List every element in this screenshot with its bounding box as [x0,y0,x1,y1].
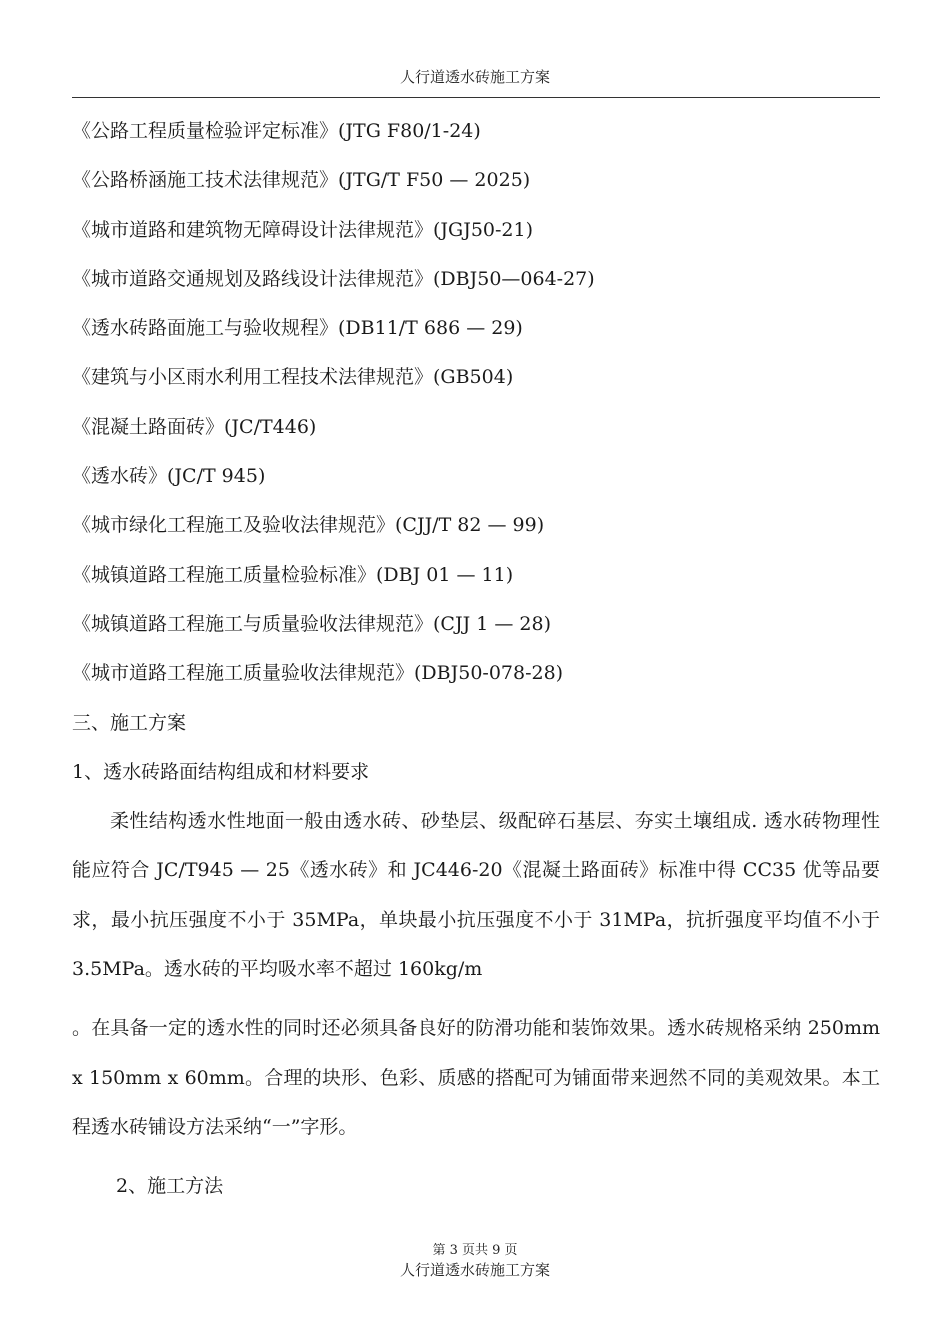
standard-item: 《建筑与小区雨水利用工程技术法律规范》(GB504) [72,366,514,389]
paragraph-gap [72,994,880,1004]
standard-item: 《城镇道路工程施工质量检验标准》(DBJ 01 — 11) [72,563,514,586]
standard-item: 《城市道路工程施工质量验收法律规范》(DBJ50-078-28) [72,662,564,685]
standard-item: 《公路工程质量检验评定标准》(JTG F80/1-24) [72,120,481,142]
section-heading: 三、施工方案 [72,711,187,734]
standard-item: 《透水砖路面施工与验收规程》(DB11/T 686 — 29) [72,317,523,340]
standard-item: 《透水砖》(JC/T 945) [72,465,266,488]
standard-item: 《公路桥涵施工技术法律规范》(JTG/T F50 — 2025) [72,169,531,192]
page-content [72,107,880,1212]
footer-title: 人行道透水砖施工方案 [399,1261,550,1279]
page-number: 第 3 页共 9 页 [432,1243,518,1258]
subsection-heading: 1、透水砖路面结构组成和材料要求 [72,760,370,783]
header-divider [72,97,880,98]
standard-item: 《城镇道路工程施工与质量验收法律规范》(CJJ 1 — 28) [72,612,551,635]
standard-item: 《城市绿化工程施工及验收法律规范》(CJJ/T 82 — 99) [72,514,545,537]
body-paragraph: 。在具备一定的透水性的同时还必须具备良好的防滑功能和装饰效果。透水砖规格采纳 250mm x 150mm x 60mm。合理的块形、色彩、质感的搭配可为铺面带来迥然不同的美观效果。本工程透水砖铺设方法采纳“一”字形。 [72,1017,880,1138]
standard-item: 《混凝土路面砖》(JC/T446) [72,415,317,438]
standard-item: 《城市道路和建筑物无障碍设计法律规范》(JGJ50-21) [72,218,534,241]
page-footer [72,1242,878,1280]
standard-item: 《城市道路交通规划及路线设计法律规范》(DBJ50—064-27) [72,267,595,290]
body-paragraph: 柔性结构透水性地面一般由透水砖、砂垫层、级配碎石基层、夯实土壤组成. 透水砖物理性能应符合 JC/T945 — 25《透水砖》和 JC446-20《混凝土路面砖》标准中得 CC35 优等品要求，最小抗压强度不小于 35MPa，单块最小抗压强度不小于 31MPa，抗折强度平均值不小于 3.5MPa。透水砖的平均吸水率不超过 160kg/m [72,810,880,981]
subsection-heading: 2、施工方法 [116,1175,224,1198]
paragraph-gap [72,1152,880,1162]
page-header: 人行道透水砖施工方案 [399,68,550,86]
